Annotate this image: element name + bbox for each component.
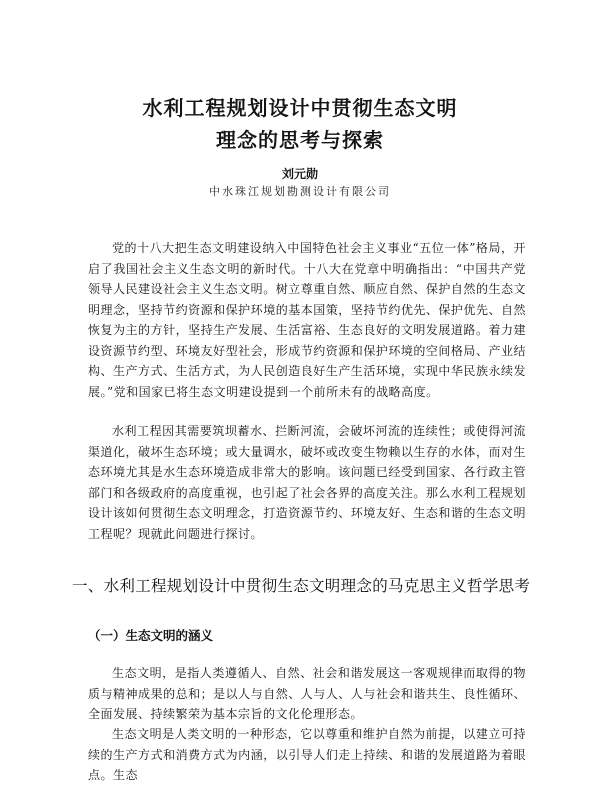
section-paragraph-2: 生态文明是人类文明的一种形态，它以尊重和维护自然为前提，以建立可持续的生产方式和消费方式为内涵，以引导人们走上持续、和谐的发展道路为着眼点。生态 bbox=[88, 727, 526, 782]
section-paragraph-1: 生态文明，是指人类遵循人、自然、社会和谐发展这一客观规律而取得的物质与精神成果的总和；是以人与自然、人与人、人与社会和谐共生、良性循环、全面发展、持续繁荣为基本宗旨的文化伦理形态。 bbox=[88, 666, 526, 721]
paper-title-line-1: 水利工程规划设计中贯彻生态文明 bbox=[142, 96, 458, 120]
subsection-heading: （一）生态文明的涵义 bbox=[88, 628, 214, 643]
author-name: 刘元勋 bbox=[281, 167, 318, 181]
intro-paragraph-1: 党的十八大把生态文明建设纳入中国特色社会主义事业“五位一体”格局，开启了我国社会主义生态文明的新时代。十八大在党章中明确指出：“中国共产党领导人民建设社会主义生态文明。树立尊重自然、顺应自然、保护自然的生态文明理念，坚持节约资源和保护环境的基本国策，坚持节约优先、保护优先、自然恢复为主的方针，坚持生产发展、生活富裕、生态良好的文明发展道路。着力建设资源节约型、环境友好型社会，形成节约资源和保护环境的空间格局、产业结构、生产方式、生活方式，为人民创造良好生产生活环境，实现中华民族永续发展。”党和国家已将生态文明建设提到一个前所未有的战略高度。 bbox=[88, 241, 526, 399]
paper-title-line-2: 理念的思考与探索 bbox=[216, 128, 384, 152]
author-affiliation: 中水珠江规划勘测设计有限公司 bbox=[209, 185, 391, 198]
section-heading: 一、水利工程规划设计中贯彻生态文明理念的马克思主义哲学思考 bbox=[72, 577, 531, 595]
intro-paragraph-2: 水利工程因其需要筑坝蓄水、拦断河流，会破坏河流的连续性；或使得河流渠道化，破坏生态环境；或大量调水，破坏或改变生物赖以生存的水体，而对生态环境尤其是水生态环境造成非常大的影响。该问题已经受到国家、各行政主管部门和各级政府的高度重视，也引起了社会各界的高度关注。那么水利工程规划设计该如何贯彻生态文明理念，打造资源节约、环境友好、生态和谐的生态文明工程呢？现就此问题进行探讨。 bbox=[88, 424, 526, 541]
